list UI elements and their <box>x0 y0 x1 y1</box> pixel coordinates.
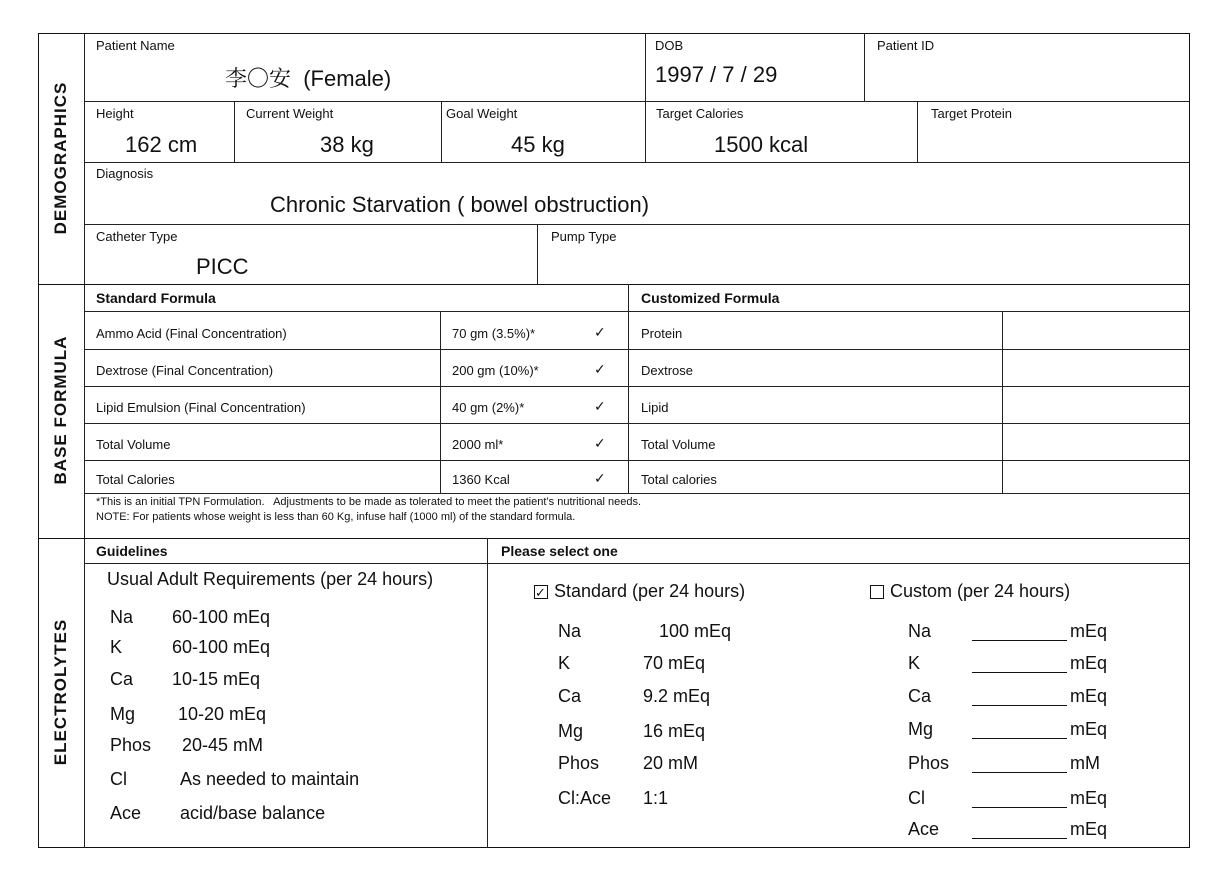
custom-electrolyte-blank[interactable] <box>972 820 1067 839</box>
section-label-base-formula: BASE FORMULA <box>51 335 70 485</box>
select-one-header: Please select one <box>501 543 618 559</box>
custom-formula-item: Total Volume <box>641 437 716 452</box>
patient-name-value: 李〇安 (Female) <box>225 66 392 91</box>
formula-value: 200 gm (10%)* <box>452 363 539 378</box>
formula-value: 1360 Kcal <box>452 472 510 487</box>
current-weight-value: 38 kg <box>320 132 374 157</box>
check-icon: ✓ <box>594 361 606 377</box>
usual-electrolyte-name: Ace <box>110 803 142 823</box>
usual-electrolyte-name: Mg <box>110 704 136 724</box>
custom-electrolyte-name: K <box>908 653 921 673</box>
standard-electrolyte-value: 100 mEq <box>659 621 732 641</box>
custom-electrolyte-unit: mM <box>1070 753 1100 773</box>
custom-electrolyte-unit: mEq <box>1070 686 1108 706</box>
section-label-electrolytes: ELECTROLYTES <box>51 618 70 766</box>
check-icon: ✓ <box>594 470 606 486</box>
formula-item: Dextrose (Final Concentration) <box>96 363 274 378</box>
dob-value: 1997 / 7 / 29 <box>655 62 778 87</box>
standard-electrolyte-name: Cl:Ace <box>558 788 612 808</box>
usual-electrolyte-value: 10-20 mEq <box>178 704 267 724</box>
custom-formula-item: Protein <box>641 326 683 341</box>
custom-formula-item: Dextrose <box>641 363 694 378</box>
standard-electrolyte-name: Phos <box>558 753 600 773</box>
custom-electrolyte-unit: mEq <box>1070 788 1108 808</box>
usual-electrolyte-value: As needed to maintain <box>180 769 360 789</box>
formula-value: 2000 ml* <box>452 437 504 452</box>
standard-option[interactable] <box>534 580 745 602</box>
catheter-label: Catheter Type <box>96 229 178 244</box>
custom-formula-item: Total calories <box>641 472 717 487</box>
custom-electrolyte-unit: mEq <box>1070 653 1108 673</box>
standard-electrolyte-name: Na <box>558 621 582 641</box>
usual-electrolyte-name: Cl <box>110 769 127 789</box>
formula-item: Total Volume <box>96 437 171 452</box>
usual-requirements-title: Usual Adult Requirements (per 24 hours) <box>107 569 434 589</box>
height-value: 162 cm <box>125 132 198 157</box>
patient-id-label: Patient ID <box>877 38 935 53</box>
current-weight-label: Current Weight <box>246 106 334 121</box>
standard-formula-header: Standard Formula <box>96 290 216 306</box>
custom-electrolyte-unit: mEq <box>1070 719 1108 739</box>
catheter-value: PICC <box>196 254 249 279</box>
standard-option-label: Standard (per 24 hours) <box>554 581 746 601</box>
custom-electrolyte-name: Ca <box>908 686 932 706</box>
custom-electrolyte-blank[interactable] <box>972 789 1067 808</box>
usual-electrolyte-value: 10-15 mEq <box>172 669 261 689</box>
check-icon: ✓ <box>594 435 606 451</box>
check-icon: ✓ <box>594 324 606 340</box>
custom-checkbox[interactable] <box>870 585 884 599</box>
standard-electrolyte-value: 16 mEq <box>643 721 706 741</box>
usual-electrolyte-value: 60-100 mEq <box>172 637 271 657</box>
diagnosis-value: Chronic Starvation ( bowel obstruction) <box>270 192 650 217</box>
usual-electrolyte-value: 60-100 mEq <box>172 607 271 627</box>
usual-electrolyte-name: Ca <box>110 669 134 689</box>
goal-weight-label: Goal Weight <box>446 106 518 121</box>
target-calories-value: 1500 kcal <box>714 132 809 157</box>
custom-electrolyte-name: Mg <box>908 719 934 739</box>
check-icon: ✓ <box>594 398 606 414</box>
formula-note-2: NOTE: For patients whose weight is less than 60 Kg, infuse half (1000 ml) of the standard formula. <box>96 511 576 523</box>
custom-electrolyte-blank[interactable] <box>972 622 1067 641</box>
custom-electrolyte-blank[interactable] <box>972 654 1067 673</box>
formula-value: 40 gm (2%)* <box>452 400 525 415</box>
custom-option[interactable] <box>870 580 1070 602</box>
patient-name-label: Patient Name <box>96 38 175 53</box>
standard-checkbox[interactable] <box>534 585 548 599</box>
custom-electrolyte-blank[interactable] <box>972 720 1067 739</box>
standard-electrolyte-value: 9.2 mEq <box>643 686 711 706</box>
formula-item: Ammo Acid (Final Concentration) <box>96 326 287 341</box>
guidelines-header: Guidelines <box>96 543 168 559</box>
standard-electrolyte-name: Mg <box>558 721 584 741</box>
customized-formula-header: Customized Formula <box>641 290 780 306</box>
custom-electrolyte-name: Na <box>908 621 932 641</box>
standard-electrolyte-value: 20 mM <box>643 753 699 773</box>
target-protein-label: Target Protein <box>931 106 1012 121</box>
standard-electrolyte-value: 70 mEq <box>643 653 706 673</box>
standard-electrolyte-value: 1:1 <box>643 788 669 808</box>
target-calories-label: Target Calories <box>656 106 744 121</box>
formula-item: Total Calories <box>96 472 175 487</box>
standard-electrolyte-name: Ca <box>558 686 582 706</box>
custom-electrolyte-name: Ace <box>908 819 940 839</box>
formula-note-1: *This is an initial TPN Formulation. Adjustments to be made as tolerated to meet the patient’s nutritional needs. <box>96 496 641 508</box>
goal-weight-value: 45 kg <box>511 132 565 157</box>
formula-item: Lipid Emulsion (Final Concentration) <box>96 400 306 415</box>
usual-electrolyte-value: 20-45 mM <box>182 735 264 755</box>
dob-label: DOB <box>655 38 684 53</box>
formula-value: 70 gm (3.5%)* <box>452 326 536 341</box>
pump-label: Pump Type <box>551 229 617 244</box>
custom-electrolyte-unit: mEq <box>1070 621 1108 641</box>
usual-electrolyte-name: K <box>110 637 123 657</box>
diagnosis-label: Diagnosis <box>96 166 154 181</box>
usual-electrolyte-value: acid/base balance <box>180 803 326 823</box>
usual-electrolyte-name: Phos <box>110 735 152 755</box>
standard-electrolyte-name: K <box>558 653 571 673</box>
custom-electrolyte-unit: mEq <box>1070 819 1108 839</box>
custom-option-label: Custom (per 24 hours) <box>890 581 1071 601</box>
section-label-demographics: DEMOGRAPHICS <box>51 81 70 235</box>
custom-formula-item: Lipid <box>641 400 669 415</box>
custom-electrolyte-blank[interactable] <box>972 687 1067 706</box>
custom-electrolyte-name: Phos <box>908 753 950 773</box>
custom-electrolyte-name: Cl <box>908 788 925 808</box>
custom-electrolyte-blank[interactable] <box>972 754 1067 773</box>
height-label: Height <box>96 106 134 121</box>
usual-electrolyte-name: Na <box>110 607 134 627</box>
